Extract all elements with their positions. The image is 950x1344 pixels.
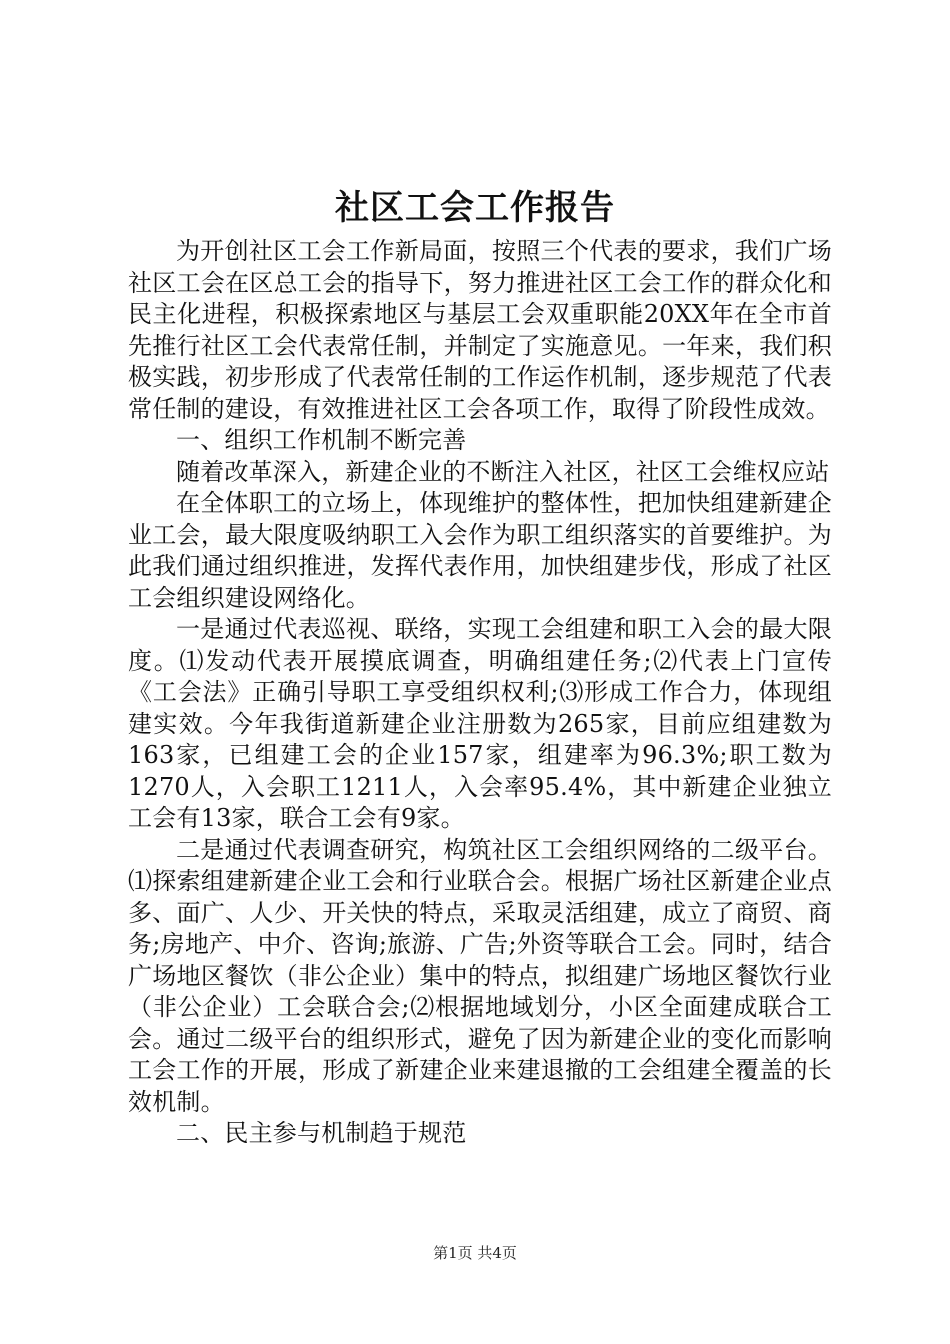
body-paragraph: 随着改革深入，新建企业的不断注入社区，社区工会维权应站: [176, 457, 830, 486]
body-paragraph: 一是通过代表巡视、联络，实现工会组建和职工入会的最大限度。⑴发动代表开展摸底调查，明确组建任务;⑵代表上门宣传《工会法》正确引导职工享受组织权利;⑶形成工作合力，体现组建实效。今年我街道新建企业注册数为265家，目前应组建数为163家，已组建工会的企业157家，组建率为96.3%;职工数为1270人，入会职工1211人，入会率95.4%，其中新建企业独立工会有13家，联合工会有9家。: [128, 615, 832, 832]
document-body: [128, 236, 832, 1150]
body-paragraph: 二是通过代表调查研究，构筑社区工会组织网络的二级平台。⑴探索组建新建企业工会和行业联合会。根据广场社区新建企业点多、面广、人少、开关快的特点，采取灵活组建，成立了商贸、商务;房地产、中介、咨询;旅游、广告;外资等联合工会。同时，结合广场地区餐饮（非公企业）集中的特点，拟组建广场地区餐饮行业（非公企业）工会联合会;⑵根据地域划分，小区全面建成联合工会。通过二级平台的组织形式，避免了因为新建企业的变化而影响工会工作的开展，形成了新建企业来建退撤的工会组建全覆盖的长效机制。: [128, 835, 832, 1116]
section-heading-2: 二、民主参与机制趋于规范: [176, 1119, 467, 1147]
page-footer: 第1页 共4页: [433, 1244, 517, 1262]
intro-paragraph: 为开创社区工会工作新局面，按照三个代表的要求，我们广场社区工会在区总工会的指导下，努力推进社区工会工作的群众化和民主化进程，积极探索地区与基层工会双重职能20XX年在全市首先推行社区工会代表常任制，并制定了实施意见。一年来，我们积极实践，初步形成了代表常任制的工作运作机制，逐步规范了代表常任制的建设，有效推进社区工会各项工作，取得了阶段性成效。: [128, 237, 832, 423]
body-paragraph: 在全体职工的立场上，体现维护的整体性，把加快组建新建企业工会，最大限度吸纳职工入会作为职工组织落实的首要维护。为此我们通过组织推进，发挥代表作用，加快组建步伐，形成了社区工会组织建设网络化。: [128, 489, 832, 612]
document-title: 社区工会工作报告: [335, 188, 615, 228]
section-heading-1: 一、组织工作机制不断完善: [176, 426, 467, 454]
